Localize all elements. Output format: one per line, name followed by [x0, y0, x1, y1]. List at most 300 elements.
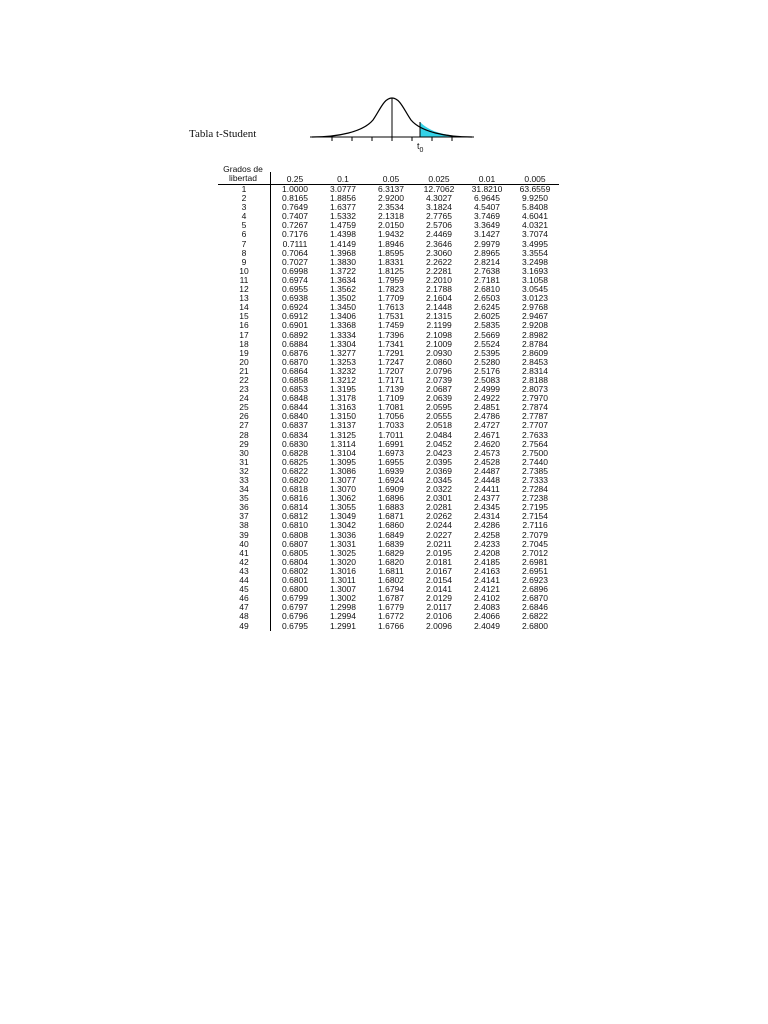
value-cell: 1.7823	[378, 284, 404, 295]
value-cell: 2.0369	[426, 465, 452, 476]
value-cell: 1.6896	[378, 493, 404, 504]
df-cell: 34	[218, 485, 271, 494]
value-cell: 2.4411	[474, 484, 500, 495]
value-cell: 4.3027	[426, 193, 452, 204]
value-cell: 2.7012	[522, 547, 548, 558]
value-cell: 2.6951	[522, 565, 548, 576]
value-cell: 1.3114	[330, 438, 356, 449]
value-cell: 1.3016	[330, 565, 356, 576]
df-column-header	[218, 172, 271, 185]
df-cell: 46	[218, 594, 271, 603]
value-cell: 0.6830	[282, 438, 308, 449]
df-cell: 45	[218, 585, 271, 594]
value-cell: 1.7959	[378, 274, 404, 285]
df-cell: 40	[218, 540, 271, 549]
value-cell: 0.6844	[282, 402, 308, 413]
value-cell: 0.6818	[282, 484, 308, 495]
df-cell: 13	[218, 294, 271, 303]
df-cell: 23	[218, 385, 271, 394]
value-cell: 1.9432	[378, 229, 404, 240]
value-cell: 2.0150	[378, 220, 404, 231]
value-cell: 0.7176	[282, 229, 308, 240]
value-cell: 3.1693	[522, 265, 548, 276]
value-cell: 2.8214	[474, 256, 500, 267]
value-cell: 2.7238	[522, 493, 548, 504]
value-cell: 1.7247	[378, 356, 404, 367]
table-row	[218, 622, 559, 631]
value-cell: 2.7970	[522, 393, 548, 404]
value-cell: 2.0345	[426, 475, 452, 485]
value-cell: 2.7707	[522, 420, 548, 431]
value-cell: 2.7284	[522, 484, 548, 495]
value-cell: 2.6846	[522, 602, 548, 613]
value-cell: 1.6811	[378, 565, 404, 576]
value-cell: 0.6834	[282, 429, 308, 440]
value-cell: 2.6800	[522, 620, 548, 631]
value-cell: 3.1427	[474, 229, 500, 240]
value-cell: 1.7613	[378, 302, 404, 313]
value-cell: 1.6779	[378, 602, 404, 613]
value-cell: 1.7341	[378, 338, 404, 349]
value-cell: 2.6822	[522, 611, 548, 622]
df-cell: 2	[218, 194, 271, 203]
value-cell: 1.3368	[330, 320, 356, 331]
value-cell: 2.8784	[522, 338, 548, 349]
value-cell: 2.6896	[522, 584, 548, 595]
alpha-header: 0.005	[511, 172, 559, 185]
df-cell: 20	[218, 358, 271, 367]
value-cell: 2.0096	[426, 620, 452, 631]
value-cell: 2.7045	[522, 538, 548, 549]
value-cell: 2.1315	[426, 311, 452, 322]
df-cell: 12	[218, 285, 271, 294]
page-title: Tabla t-Student	[189, 128, 257, 140]
value-cell: 2.4049	[474, 620, 500, 631]
value-cell: 2.9979	[474, 238, 500, 249]
value-cell: 2.0129	[426, 593, 452, 604]
value-cell: 2.0687	[426, 384, 452, 395]
value-cell: 2.9768	[522, 302, 548, 313]
value-cell: 1.8946	[378, 238, 404, 249]
df-cell: 1	[218, 185, 271, 195]
value-cell: 2.1788	[426, 284, 452, 295]
value-cell: 1.6849	[378, 529, 404, 540]
value-cell: 1.8856	[330, 193, 356, 204]
df-cell: 16	[218, 321, 271, 330]
value-cell: 2.0322	[426, 484, 452, 495]
value-cell: 2.0244	[426, 520, 452, 531]
df-cell: 7	[218, 240, 271, 249]
value-cell: 2.1448	[426, 302, 452, 313]
value-cell: 0.6797	[282, 602, 308, 613]
value-cell: 2.7638	[474, 265, 500, 276]
value-cell: 0.6822	[282, 465, 308, 476]
value-cell: 2.4066	[474, 611, 500, 622]
value-cell: 2.0281	[426, 502, 452, 513]
value-cell: 1.5332	[330, 211, 356, 222]
value-cell: 1.2998	[330, 602, 356, 613]
value-cell: 1.4398	[330, 229, 356, 240]
value-cell: 3.3554	[522, 247, 548, 258]
value-cell: 0.6805	[282, 547, 308, 558]
value-cell: 0.6924	[282, 302, 308, 313]
df-cell: 47	[218, 603, 271, 612]
value-cell: 2.4448	[474, 475, 500, 485]
value-cell: 2.4185	[474, 556, 500, 567]
value-cell: 1.3450	[330, 302, 356, 313]
value-cell: 0.6870	[282, 356, 308, 367]
value-cell: 1.3830	[330, 256, 356, 267]
value-cell: 0.6801	[282, 575, 308, 586]
value-cell: 2.0154	[426, 575, 452, 586]
value-cell: 2.4314	[474, 511, 500, 522]
value-cell: 2.4999	[474, 384, 500, 395]
value-cell: 1.6794	[378, 584, 404, 595]
t-distribution-curve-icon	[308, 92, 476, 152]
value-cell: 1.3002	[330, 593, 356, 604]
df-cell: 43	[218, 567, 271, 576]
value-cell: 2.0106	[426, 611, 452, 622]
df-cell: 18	[218, 340, 271, 349]
value-cell: 1.3070	[330, 484, 356, 495]
value-cell: 2.7500	[522, 447, 548, 458]
value-cell: 2.0195	[426, 547, 452, 558]
value-cell: 1.3334	[330, 329, 356, 340]
value-cell: 1.7396	[378, 329, 404, 340]
value-cell: 2.8965	[474, 247, 500, 258]
value-cell: 1.8595	[378, 247, 404, 258]
df-cell: 15	[218, 312, 271, 321]
value-cell: 1.7171	[378, 374, 404, 385]
df-cell: 3	[218, 203, 271, 212]
value-cell: 3.1824	[426, 202, 452, 213]
value-cell: 0.6864	[282, 365, 308, 376]
value-cell: 2.7116	[522, 520, 548, 531]
value-cell: 1.3150	[330, 411, 356, 422]
df-cell: 38	[218, 521, 271, 530]
value-cell: 1.3086	[330, 465, 356, 476]
value-cell: 0.7064	[282, 247, 308, 258]
value-cell: 1.3011	[330, 575, 356, 586]
df-cell: 32	[218, 467, 271, 476]
value-cell: 2.1318	[378, 211, 404, 222]
value-cell: 2.2281	[426, 265, 452, 276]
df-cell: 25	[218, 403, 271, 412]
value-cell: 1.3062	[330, 493, 356, 504]
alpha-header: 0.05	[367, 172, 415, 185]
value-cell: 2.7154	[522, 511, 548, 522]
df-cell: 36	[218, 503, 271, 512]
df-cell: 28	[218, 431, 271, 440]
value-cell: 2.4083	[474, 602, 500, 613]
df-cell: 39	[218, 531, 271, 540]
value-cell: 1.3163	[330, 402, 356, 413]
value-cell: 3.2498	[522, 256, 548, 267]
value-cell: 3.3649	[474, 220, 500, 231]
value-cell: 0.6799	[282, 593, 308, 604]
value-cell: 2.6981	[522, 556, 548, 567]
value-cell: 1.6820	[378, 556, 404, 567]
value-cell: 2.0141	[426, 584, 452, 595]
value-cell: 2.4573	[474, 447, 500, 458]
value-cell: 2.5176	[474, 365, 500, 376]
value-cell: 1.3722	[330, 265, 356, 276]
value-cell: 3.7469	[474, 211, 500, 222]
value-cell: 0.7407	[282, 211, 308, 222]
value-cell: 2.2010	[426, 274, 452, 285]
value-cell: 1.3031	[330, 538, 356, 549]
value-cell: 0.6812	[282, 511, 308, 522]
value-cell: 2.4671	[474, 429, 500, 440]
value-cell: 1.7531	[378, 311, 404, 322]
value-cell: 0.6825	[282, 456, 308, 467]
value-cell: 1.3104	[330, 447, 356, 458]
value-cell: 0.6795	[282, 620, 308, 631]
value-cell: 1.7033	[378, 420, 404, 431]
df-cell: 17	[218, 331, 271, 340]
value-cell: 0.6853	[282, 384, 308, 395]
value-cell: 2.6245	[474, 302, 500, 313]
value-cell: 2.3060	[426, 247, 452, 258]
value-cell: 1.3137	[330, 420, 356, 431]
value-cell: 2.0484	[426, 429, 452, 440]
value-cell: 1.3077	[330, 475, 356, 485]
value-cell: 1.7291	[378, 347, 404, 358]
value-cell: 2.7181	[474, 274, 500, 285]
value-cell: 1.7459	[378, 320, 404, 331]
value-cell: 2.1604	[426, 293, 452, 304]
value-cell: 2.0167	[426, 565, 452, 576]
value-cell: 4.0321	[522, 220, 548, 231]
degrees-of-freedom-header: Grados de libertad	[223, 164, 263, 183]
value-cell: 0.6802	[282, 565, 308, 576]
value-cell: 1.3304	[330, 338, 356, 349]
value-cell: 3.0777	[330, 184, 356, 194]
df-cell: 33	[218, 476, 271, 485]
value-cell: 2.0518	[426, 420, 452, 431]
value-cell: 2.7633	[522, 429, 548, 440]
value-cell: 0.6808	[282, 529, 308, 540]
value-cell: 1.7011	[378, 429, 404, 440]
value-cell: 1.6377	[330, 202, 356, 213]
value-cell: 2.0395	[426, 456, 452, 467]
value-cell: 1.6973	[378, 447, 404, 458]
value-cell: 0.6804	[282, 556, 308, 567]
value-cell: 3.1058	[522, 274, 548, 285]
df-cell: 6	[218, 230, 271, 239]
value-cell: 1.3095	[330, 456, 356, 467]
value-cell: 1.3406	[330, 311, 356, 322]
value-cell: 9.9250	[522, 193, 548, 204]
value-cell: 2.0227	[426, 529, 452, 540]
value-cell: 1.2991	[330, 620, 356, 631]
value-cell: 1.4759	[330, 220, 356, 231]
value-cell: 1.3049	[330, 511, 356, 522]
value-cell: 5.8408	[522, 202, 548, 213]
value-cell: 2.6025	[474, 311, 500, 322]
value-cell: 1.6860	[378, 520, 404, 531]
value-cell: 6.3137	[378, 184, 404, 194]
value-cell: 2.4121	[474, 584, 500, 595]
value-cell: 4.6041	[522, 211, 548, 222]
value-cell: 2.4258	[474, 529, 500, 540]
value-cell: 2.3534	[378, 202, 404, 213]
value-cell: 2.9208	[522, 320, 548, 331]
value-cell: 0.6974	[282, 274, 308, 285]
df-cell: 5	[218, 221, 271, 230]
value-cell: 2.6810	[474, 284, 500, 295]
value-cell: 2.8188	[522, 374, 548, 385]
value-cell: 2.4102	[474, 593, 500, 604]
value-cell: 2.2622	[426, 256, 452, 267]
value-cell: 3.0123	[522, 293, 548, 304]
value-cell: 2.8982	[522, 329, 548, 340]
value-cell: 1.6991	[378, 438, 404, 449]
value-cell: 0.7649	[282, 202, 308, 213]
value-cell: 2.7787	[522, 411, 548, 422]
value-cell: 2.4208	[474, 547, 500, 558]
value-cell: 12.7062	[423, 184, 455, 194]
value-cell: 2.5083	[474, 374, 500, 385]
value-cell: 2.6503	[474, 293, 500, 304]
df-cell: 48	[218, 612, 271, 621]
value-cell: 1.3502	[330, 293, 356, 304]
value-cell: 1.8125	[378, 265, 404, 276]
value-cell: 2.0211	[426, 538, 452, 549]
value-cell: 2.0860	[426, 356, 452, 367]
t-student-table	[218, 172, 559, 631]
value-cell: 2.8609	[522, 347, 548, 358]
df-cell: 29	[218, 440, 271, 449]
value-cell: 1.3042	[330, 520, 356, 531]
value-cell: 0.6938	[282, 293, 308, 304]
value-cell: 2.3646	[426, 238, 452, 249]
value-cell: 0.6820	[282, 475, 308, 485]
value-cell: 1.6766	[378, 620, 404, 631]
df-cell: 24	[218, 394, 271, 403]
value-cell: 1.3277	[330, 347, 356, 358]
value-cell: 2.0452	[426, 438, 452, 449]
value-cell: 1.0000	[282, 184, 308, 194]
value-cell: 1.2994	[330, 611, 356, 622]
value-cell: 2.0301	[426, 493, 452, 504]
value-cell: 2.7874	[522, 402, 548, 413]
value-cell: 1.3020	[330, 556, 356, 567]
value-cell: 2.4377	[474, 493, 500, 504]
value-cell: 2.0181	[426, 556, 452, 567]
value-cell: 2.5395	[474, 347, 500, 358]
value-cell: 1.3007	[330, 584, 356, 595]
alpha-header: 0.01	[463, 172, 511, 185]
value-cell: 1.6871	[378, 511, 404, 522]
value-cell: 63.6559	[519, 184, 551, 194]
value-cell: 0.6800	[282, 584, 308, 595]
value-cell: 2.1098	[426, 329, 452, 340]
value-cell: 1.3178	[330, 393, 356, 404]
value-cell: 0.6840	[282, 411, 308, 422]
value-cell: 1.7081	[378, 402, 404, 413]
df-cell: 14	[218, 303, 271, 312]
df-cell: 30	[218, 449, 271, 458]
value-cell: 1.3253	[330, 356, 356, 367]
df-cell: 41	[218, 549, 271, 558]
df-cell: 31	[218, 458, 271, 467]
df-cell: 44	[218, 576, 271, 585]
value-cell: 2.4345	[474, 502, 500, 513]
df-cell: 22	[218, 376, 271, 385]
t0-label: $t_0$	[417, 141, 424, 154]
value-cell: 2.7385	[522, 465, 548, 476]
value-cell: 0.6816	[282, 493, 308, 504]
value-cell: 2.5835	[474, 320, 500, 331]
value-cell: 2.5524	[474, 338, 500, 349]
df-cell: 9	[218, 258, 271, 267]
value-cell: 2.0930	[426, 347, 452, 358]
value-cell: 0.6998	[282, 265, 308, 276]
value-cell: 2.0117	[426, 602, 452, 613]
df-cell: 10	[218, 267, 271, 276]
value-cell: 0.6884	[282, 338, 308, 349]
value-cell: 1.6883	[378, 502, 404, 513]
value-cell: 1.3562	[330, 284, 356, 295]
value-cell: 2.0595	[426, 402, 452, 413]
value-cell: 1.3036	[330, 529, 356, 540]
value-cell: 1.6839	[378, 538, 404, 549]
value-cell: 2.0796	[426, 365, 452, 376]
value-cell: 6.9645	[474, 193, 500, 204]
value-cell: 2.4286	[474, 520, 500, 531]
value-cell: 2.7195	[522, 502, 548, 513]
value-cell: 0.6955	[282, 284, 308, 295]
value-cell: 2.8314	[522, 365, 548, 376]
value-cell: 2.7333	[522, 475, 548, 485]
value-cell: 1.6955	[378, 456, 404, 467]
alpha-header: 0.25	[271, 172, 320, 185]
value-cell: 0.6828	[282, 447, 308, 458]
value-cell: 2.4786	[474, 411, 500, 422]
value-cell: 1.3634	[330, 274, 356, 285]
alpha-header: 0.025	[415, 172, 463, 185]
df-cell: 26	[218, 412, 271, 421]
value-cell: 0.6807	[282, 538, 308, 549]
value-cell: 0.7111	[282, 238, 308, 249]
value-cell: 1.3195	[330, 384, 356, 395]
value-cell: 1.3968	[330, 247, 356, 258]
value-cell: 0.6837	[282, 420, 308, 431]
value-cell: 1.4149	[330, 238, 356, 249]
value-cell: 2.4163	[474, 565, 500, 576]
value-cell: 1.6787	[378, 593, 404, 604]
value-cell: 2.0423	[426, 447, 452, 458]
df-cell: 27	[218, 421, 271, 430]
value-cell: 1.7109	[378, 393, 404, 404]
value-cell: 1.7709	[378, 293, 404, 304]
value-cell: 2.9200	[378, 193, 404, 204]
value-cell: 2.8073	[522, 384, 548, 395]
df-cell: 49	[218, 622, 271, 631]
value-cell: 0.8165	[282, 193, 308, 204]
value-cell: 2.4233	[474, 538, 500, 549]
value-cell: 3.0545	[522, 284, 548, 295]
df-cell: 37	[218, 512, 271, 521]
df-cell: 42	[218, 558, 271, 567]
value-cell: 1.3212	[330, 374, 356, 385]
value-cell: 0.7267	[282, 220, 308, 231]
value-cell: 2.4487	[474, 465, 500, 476]
value-cell: 2.6870	[522, 593, 548, 604]
value-cell: 3.7074	[522, 229, 548, 240]
value-cell: 2.7564	[522, 438, 548, 449]
